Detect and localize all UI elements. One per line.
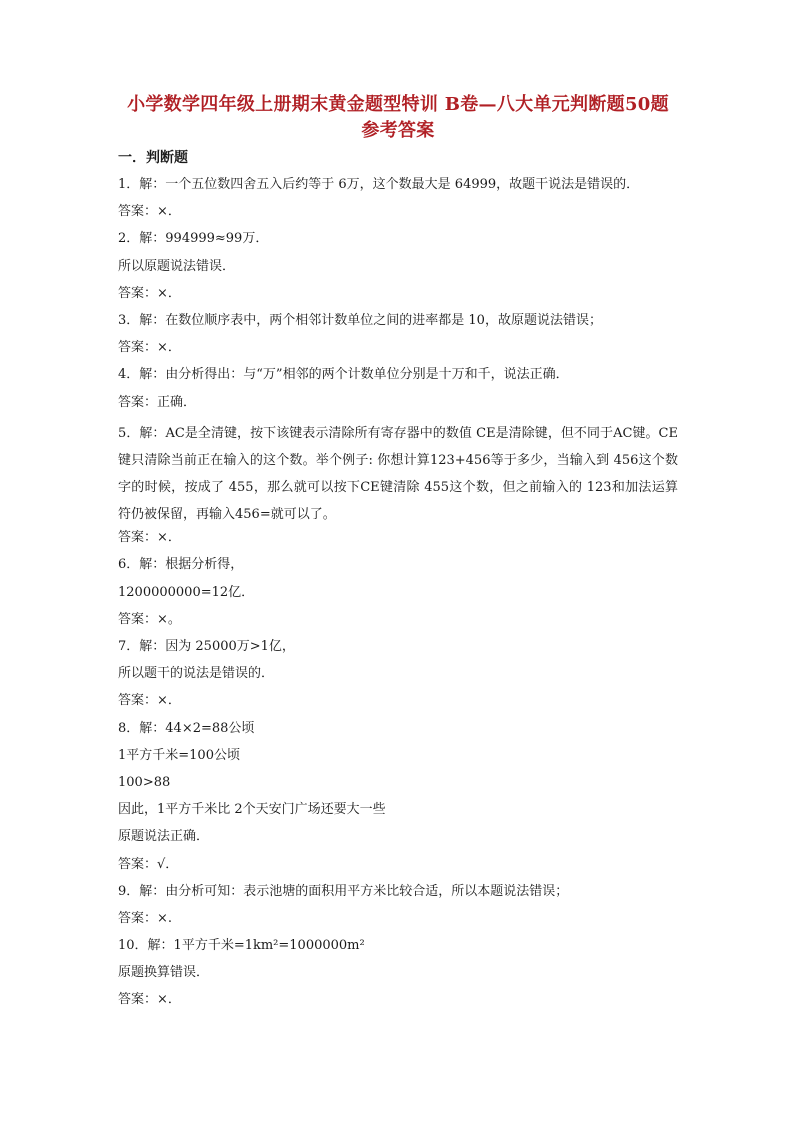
text-line: 4．解：由分析得出：与“万”相邻的两个计数单位分别是十万和千，说法正确． bbox=[118, 367, 569, 383]
document-title bbox=[118, 92, 678, 144]
title-line-1: 小学数学四年级上册期末黄金题型特训 B卷—八大单元判断题50题 bbox=[127, 94, 669, 115]
text-line: 7．解：因为 25000万>1亿， bbox=[118, 639, 295, 655]
text-line: 8．解：44×2=88公顷 bbox=[118, 720, 255, 736]
text-line: 1．解：一个五位数四舍五入后约等于 6万，这个数最大是 64999，故题干说法是错误的． bbox=[118, 177, 640, 192]
text-line: 原题换算错误． bbox=[118, 965, 210, 981]
text-line: 9．解：由分析可知：表示池塘的面积用平方米比较合适，所以本题说法错误； bbox=[118, 883, 569, 899]
text-line: 原题说法正确． bbox=[118, 829, 210, 845]
paragraph: 5．解：AC是全清键，按下该键表示清除所有寄存器中的数值 CE是清除键，但不同于AC键。CE键只清除当前正在输入的这个数。举个例子: 你想计算123+456等于多少，当输入到 456这个数字的时候，按成了 455，那么就可以按下CE键清除 455这个数，但之前输入的 123和加法运算符仍被保留，再输入456=就可以了。 bbox=[118, 425, 678, 522]
text-line: 100>88 bbox=[118, 774, 171, 790]
text-line: 答案：×． bbox=[118, 693, 181, 709]
text-line: 3．解：在数位顺序表中，两个相邻计数单位之间的进率都是 10，故原题说法错误； bbox=[118, 312, 602, 328]
answer-list bbox=[118, 175, 678, 1010]
text-line: 答案：×. bbox=[118, 910, 173, 926]
text-line: 答案：×． bbox=[118, 285, 181, 301]
text-line: 1200000000=12亿． bbox=[118, 584, 255, 600]
text-line: 10．解：1平方千米=1km²=1000000m² bbox=[118, 938, 365, 954]
text-line: 2．解：994999≈99万． bbox=[118, 231, 269, 247]
text-line: 答案：√． bbox=[118, 856, 179, 872]
text-line: 答案：×。 bbox=[118, 611, 181, 627]
section-heading: 一．判断题 bbox=[118, 150, 188, 166]
text-line: 答案：×． bbox=[118, 992, 181, 1008]
title-line-2: 参考答案 bbox=[361, 120, 435, 141]
text-line: 所以原题说法错误． bbox=[118, 258, 236, 274]
text-line: 6．解：根据分析得， bbox=[118, 557, 244, 573]
text-line: 1平方千米=100公顷 bbox=[118, 747, 240, 763]
text-line: 所以题干的说法是错误的． bbox=[118, 666, 275, 682]
text-line: 因此，1平方千米比 2个天安门广场还要大一些 bbox=[118, 802, 386, 818]
text-line: 答案：×． bbox=[118, 204, 181, 220]
text-line: 答案：正确． bbox=[118, 394, 197, 410]
text-line: 答案：×． bbox=[118, 340, 181, 356]
text-line: 答案：×． bbox=[118, 530, 181, 546]
